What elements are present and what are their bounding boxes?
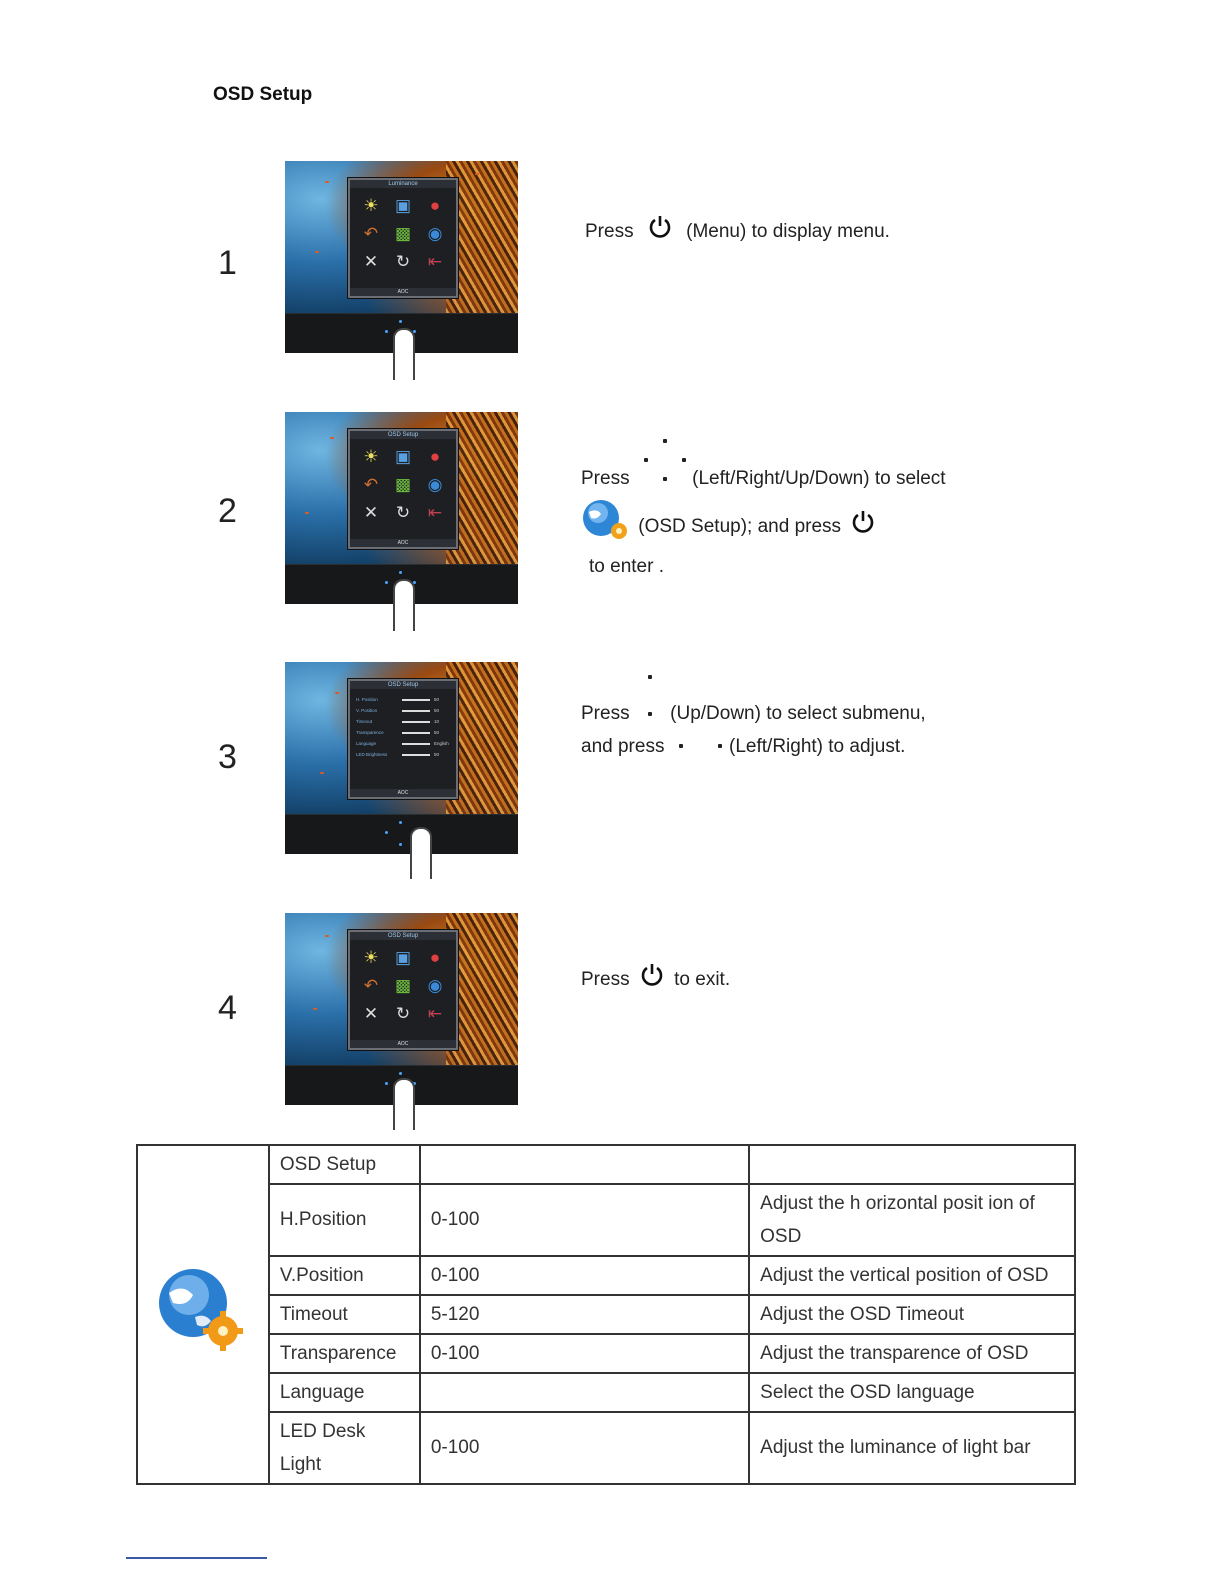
step-4-screenshot	[285, 913, 518, 1105]
brightness-icon: ☀	[363, 447, 379, 466]
osd-brand: AOC	[350, 789, 456, 797]
table-cell-range: 0-100	[420, 1184, 749, 1256]
table-cell-name: H.Position	[269, 1184, 420, 1256]
osd-submenu-value: English	[434, 741, 449, 746]
step-3-press: Press	[581, 703, 630, 724]
osd-menu-main	[348, 178, 458, 298]
osd-submenu-value: 10	[434, 719, 440, 724]
table-cell-name: Language	[269, 1373, 420, 1412]
table-row	[137, 1295, 1075, 1334]
step-3-line-1	[581, 703, 926, 725]
footer-rule	[126, 1557, 267, 1559]
osd-caption: Luminance	[350, 180, 456, 188]
table-cell-name: V.Position	[269, 1256, 420, 1295]
factory-reset-icon: ✕	[363, 252, 379, 271]
osd-submenu-row	[356, 749, 450, 760]
osd-brand: AOC	[350, 539, 456, 547]
step-4-instruction	[581, 962, 730, 991]
osd-setup-icon: ◉	[427, 224, 443, 243]
step-1-screenshot	[285, 161, 518, 353]
osd-caption: OSD Setup	[350, 681, 456, 689]
osd-setup-icon	[155, 1267, 251, 1357]
power-menu-icon	[639, 962, 665, 988]
image-setup-icon: ▣	[394, 196, 412, 215]
brightness-icon: ☀	[363, 196, 379, 215]
osd-submenu-slider	[402, 743, 430, 745]
table-cell-desc: Adjust the luminance of light bar	[749, 1412, 1075, 1484]
exit-icon: ⇤	[427, 1004, 443, 1023]
osd-submenu-label: LED Brightness	[356, 752, 388, 757]
osd-submenu-value: 50	[434, 708, 440, 713]
image-setup-icon: ▣	[394, 948, 412, 967]
table-row	[137, 1334, 1075, 1373]
table-row	[137, 1256, 1075, 1295]
osd-submenu-row	[356, 727, 450, 738]
color-icon: ●	[429, 447, 441, 466]
color-icon: ●	[429, 196, 441, 215]
step-3-line-2	[581, 736, 905, 758]
table-cell-range: 5-120	[420, 1295, 749, 1334]
table-row	[137, 1145, 1075, 1184]
factory-reset-icon: ✕	[363, 503, 379, 522]
step-4-press: Press	[581, 969, 630, 990]
step-2-line-3: to enter .	[589, 556, 664, 577]
step-2-to-select: to select	[874, 468, 946, 489]
osd-submenu-slider	[402, 699, 430, 701]
osd-brand: AOC	[350, 1040, 456, 1048]
step-number-4: 4	[218, 989, 237, 1027]
extra-icon: ▩	[394, 224, 412, 243]
osd-brand: AOC	[350, 288, 456, 296]
osd-submenu-value: 50	[434, 752, 440, 757]
osd-setup-icon: ◉	[427, 976, 443, 995]
osd-submenu-label: Transparence	[356, 730, 384, 735]
brightness-icon: ☀	[363, 948, 379, 967]
extra-icon: ▩	[394, 976, 412, 995]
table-cell-desc: Adjust the h orizontal posit ion of OSD	[749, 1184, 1075, 1256]
step-number-1: 1	[218, 244, 237, 282]
table-cell-desc: Adjust the vertical position of OSD	[749, 1256, 1075, 1295]
table-cell-range: 0-100	[420, 1334, 749, 1373]
image-setup-icon: ▣	[394, 447, 412, 466]
step-3-and-press: and press	[581, 736, 665, 757]
step-2-line-1	[581, 468, 946, 490]
step-2-osd-setup-text: (OSD Setup); and press	[638, 516, 842, 537]
osd-caption: OSD Setup	[350, 932, 456, 940]
osd-submenu-label: H. Position	[356, 697, 378, 702]
osd-setup-table	[136, 1144, 1076, 1485]
page-title: OSD Setup	[213, 84, 313, 105]
step-number-3: 3	[218, 738, 237, 776]
table-cell-name: Timeout	[269, 1295, 420, 1334]
osd-submenu-slider	[402, 721, 430, 723]
refresh-icon: ↻	[395, 503, 411, 522]
step-1-text: (Menu) to display menu.	[686, 221, 890, 242]
osd-submenu-slider	[402, 732, 430, 734]
picture-boost-icon: ↶	[363, 224, 379, 243]
power-menu-icon	[850, 509, 876, 535]
table-cell-name: LED Desk Light	[269, 1412, 420, 1484]
osd-submenu-slider	[402, 754, 430, 756]
table-cell-name: OSD Setup	[269, 1145, 420, 1184]
extra-icon: ▩	[394, 475, 412, 494]
step-1-press: Press	[585, 221, 634, 242]
osd-setup-icon	[581, 498, 633, 542]
table-cell-desc	[749, 1145, 1075, 1184]
osd-submenu-row	[356, 694, 450, 705]
refresh-icon: ↻	[395, 1004, 411, 1023]
step-2-screenshot	[285, 412, 518, 604]
osd-submenu-row	[356, 738, 450, 749]
osd-menu-main	[348, 429, 458, 549]
step-3-screenshot	[285, 662, 518, 854]
step-number-2: 2	[218, 492, 237, 530]
picture-boost-icon: ↶	[363, 475, 379, 494]
osd-submenu-label: V. Position	[356, 708, 378, 713]
osd-setup-icon-cell	[137, 1145, 269, 1484]
osd-setup-icon: ◉	[427, 475, 443, 494]
color-icon: ●	[429, 948, 441, 967]
osd-submenu-label: Language	[356, 741, 377, 746]
step-2-press: Press	[581, 468, 630, 489]
osd-caption: OSD Setup	[350, 431, 456, 439]
power-menu-icon	[647, 214, 673, 240]
picture-boost-icon: ↶	[363, 976, 379, 995]
step-1-instruction	[585, 214, 890, 243]
factory-reset-icon: ✕	[363, 1004, 379, 1023]
osd-menu-main	[348, 930, 458, 1050]
table-cell-range: 0-100	[420, 1412, 749, 1484]
step-4-text: to exit.	[674, 969, 731, 990]
exit-icon: ⇤	[427, 252, 443, 271]
osd-submenu-row	[356, 716, 450, 727]
refresh-icon: ↻	[395, 252, 411, 271]
exit-icon: ⇤	[427, 503, 443, 522]
osd-submenu-value: 50	[434, 697, 440, 702]
table-cell-range	[420, 1145, 749, 1184]
table-cell-desc: Adjust the transparence of OSD	[749, 1334, 1075, 1373]
table-cell-name: Transparence	[269, 1334, 420, 1373]
step-2-directions: (Left/Right/Up/Down)	[692, 468, 870, 489]
osd-submenu-row	[356, 705, 450, 716]
osd-submenu	[348, 679, 458, 799]
table-row	[137, 1373, 1075, 1412]
table-cell-desc: Adjust the OSD Timeout	[749, 1295, 1075, 1334]
osd-submenu-value: 50	[434, 730, 440, 735]
osd-submenu-label: Timeout	[356, 719, 373, 724]
table-cell-range: 0-100	[420, 1256, 749, 1295]
osd-submenu-slider	[402, 710, 430, 712]
step-2-line-2	[581, 498, 876, 542]
step-3-leftright: (Left/Right) to adjust.	[729, 736, 906, 757]
table-row	[137, 1184, 1075, 1256]
table-cell-range	[420, 1373, 749, 1412]
step-3-updown: (Up/Down) to select submenu,	[670, 703, 926, 724]
table-cell-desc: Select the OSD language	[749, 1373, 1075, 1412]
table-row	[137, 1412, 1075, 1484]
